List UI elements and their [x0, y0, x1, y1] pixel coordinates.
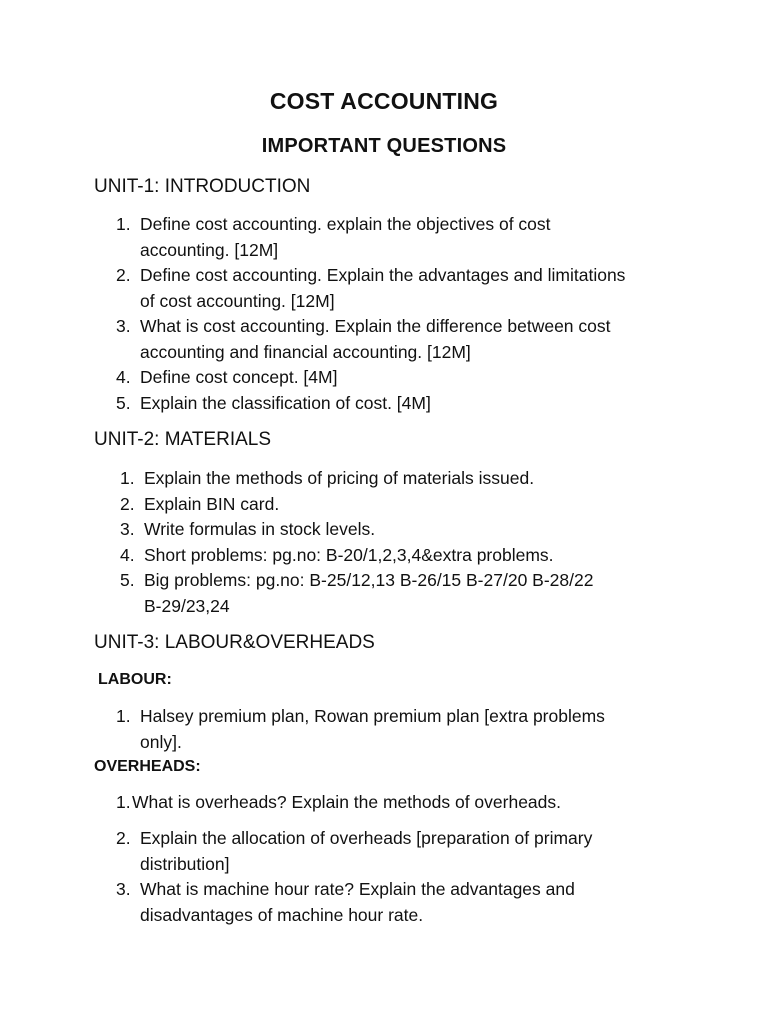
question-line: What is machine hour rate? Explain the advantages and	[140, 879, 575, 899]
unit2-heading: UNIT-2: MATERIALS	[94, 429, 272, 450]
question-line: Define cost accounting. explain the objectives of cost	[140, 214, 551, 234]
document-title: COST ACCOUNTING	[269, 88, 499, 114]
question-item	[116, 212, 656, 263]
question-number: 4.	[120, 544, 135, 565]
question-number: 3.	[120, 519, 135, 539]
question-item	[116, 704, 656, 755]
unit1-heading: UNIT-1: INTRODUCTION	[94, 176, 311, 197]
question-item	[120, 543, 660, 569]
question-line: B-29/23,24	[144, 595, 230, 616]
labour-heading: LABOUR:	[98, 671, 172, 688]
question-item	[120, 517, 660, 543]
question-text	[140, 704, 656, 755]
question-number: 3.	[116, 879, 131, 899]
question-line: accounting and financial accounting. [12M]	[140, 341, 471, 362]
question-line: What is overheads? Explain the methods of overheads.	[132, 792, 561, 812]
question-item	[120, 492, 660, 518]
question-number: 5.	[120, 570, 135, 590]
question-line: Explain the allocation of overheads [preparation of primary	[140, 828, 593, 848]
question-text	[140, 263, 656, 314]
question-number: 1.	[120, 468, 135, 488]
question-line: disadvantages of machine hour rate.	[140, 904, 424, 925]
question-text	[144, 466, 660, 492]
question-number: 1.	[116, 706, 131, 726]
overheads-question-list-b	[116, 826, 656, 928]
question-text	[132, 790, 656, 816]
unit3-heading: UNIT-3: LABOUR&OVERHEADS	[94, 632, 375, 653]
question-line: Explain the methods of pricing of materials issued.	[144, 468, 535, 488]
question-number: 5.	[116, 392, 131, 413]
question-item	[120, 568, 660, 619]
question-line: Short problems: pg.no: B-20/1,2,3,4&extra problems.	[144, 544, 554, 565]
question-line: accounting. [12M]	[140, 239, 279, 260]
overheads-question-list-a	[116, 790, 656, 816]
question-line: Halsey premium plan, Rowan premium plan [extra problems	[140, 706, 605, 726]
question-number: 1.	[116, 792, 131, 812]
question-text	[144, 543, 660, 569]
document-subtitle: IMPORTANT QUESTIONS	[261, 135, 507, 157]
question-text	[140, 212, 656, 263]
question-text	[144, 517, 660, 543]
question-number: 2.	[116, 265, 131, 285]
labour-question-list	[116, 704, 656, 755]
question-item	[116, 391, 656, 417]
question-line: distribution]	[140, 853, 230, 874]
question-line: Big problems: pg.no: B-25/12,13 B-26/15 B-27/20 B-28/22	[144, 570, 594, 590]
question-line: Explain the classification of cost. [4M]	[140, 392, 431, 413]
question-line: Define cost accounting. Explain the advantages and limitations	[140, 265, 626, 285]
question-item	[116, 263, 656, 314]
question-line: Write formulas in stock levels.	[144, 519, 376, 539]
unit1-question-list	[116, 212, 656, 416]
question-text	[140, 391, 656, 417]
question-item	[116, 826, 656, 877]
question-item	[116, 877, 656, 928]
question-item	[116, 790, 656, 816]
question-text	[144, 568, 660, 619]
question-item	[120, 466, 660, 492]
question-line: What is cost accounting. Explain the difference between cost	[140, 316, 611, 336]
question-line: of cost accounting. [12M]	[140, 290, 335, 311]
question-line: only].	[140, 731, 182, 752]
question-text	[140, 314, 656, 365]
question-item	[116, 314, 656, 365]
question-item	[116, 365, 656, 391]
question-number: 2.	[116, 828, 131, 848]
unit2-question-list	[120, 466, 660, 619]
question-text	[140, 826, 656, 877]
question-text	[144, 492, 660, 518]
question-text	[140, 365, 656, 391]
question-number: 2.	[120, 493, 135, 514]
question-number: 1.	[116, 214, 131, 234]
question-line: Explain BIN card.	[144, 493, 280, 514]
question-line: Define cost concept. [4M]	[140, 367, 338, 387]
question-number: 4.	[116, 367, 131, 387]
question-text	[140, 877, 656, 928]
question-number: 3.	[116, 316, 131, 336]
overheads-heading: OVERHEADS:	[94, 758, 201, 775]
